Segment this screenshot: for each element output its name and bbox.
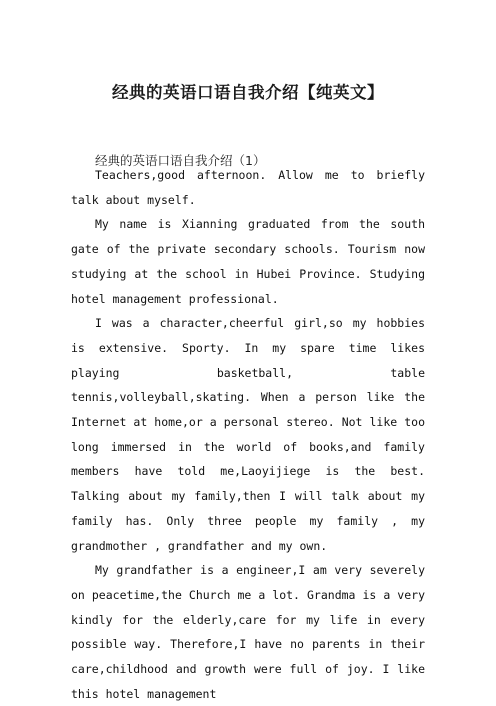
section-heading: 经典的英语口语自我介绍（1） xyxy=(95,153,266,168)
paragraph: My name is Xianning graduated from the south gate of the private secondary schools. Tourism now studying at the school in Hubei Province. Studying hotel management professional. xyxy=(71,217,425,306)
paragraph: I was a character,cheerful girl,so my hobbies is extensive. Sporty. In my spare time likes playing basketball, table tennis,volleyball,skating. When a person like the Internet at home,or a personal stereo. Not like too long immersed in the world of books,and family members have told me,Laoyijiege is the best. Talking about my family,then I will talk about my family has. Only three people my family , my grandmother , grandfather and my own. xyxy=(71,316,425,553)
document-title: 经典的英语口语自我介绍【纯英文】 xyxy=(112,83,384,102)
paragraph: Teachers,good afternoon. Allow me to briefly talk about myself. xyxy=(71,168,425,207)
document-body xyxy=(71,163,425,706)
paragraph: My grandfather is a engineer,I am very severely on peacetime,the Church me a lot. Grandma is a very kindly for the elderly,care for my life in every possible way. Therefore,I have no parents in their care,childhood and growth were full of joy. I like this hotel management xyxy=(71,563,425,701)
